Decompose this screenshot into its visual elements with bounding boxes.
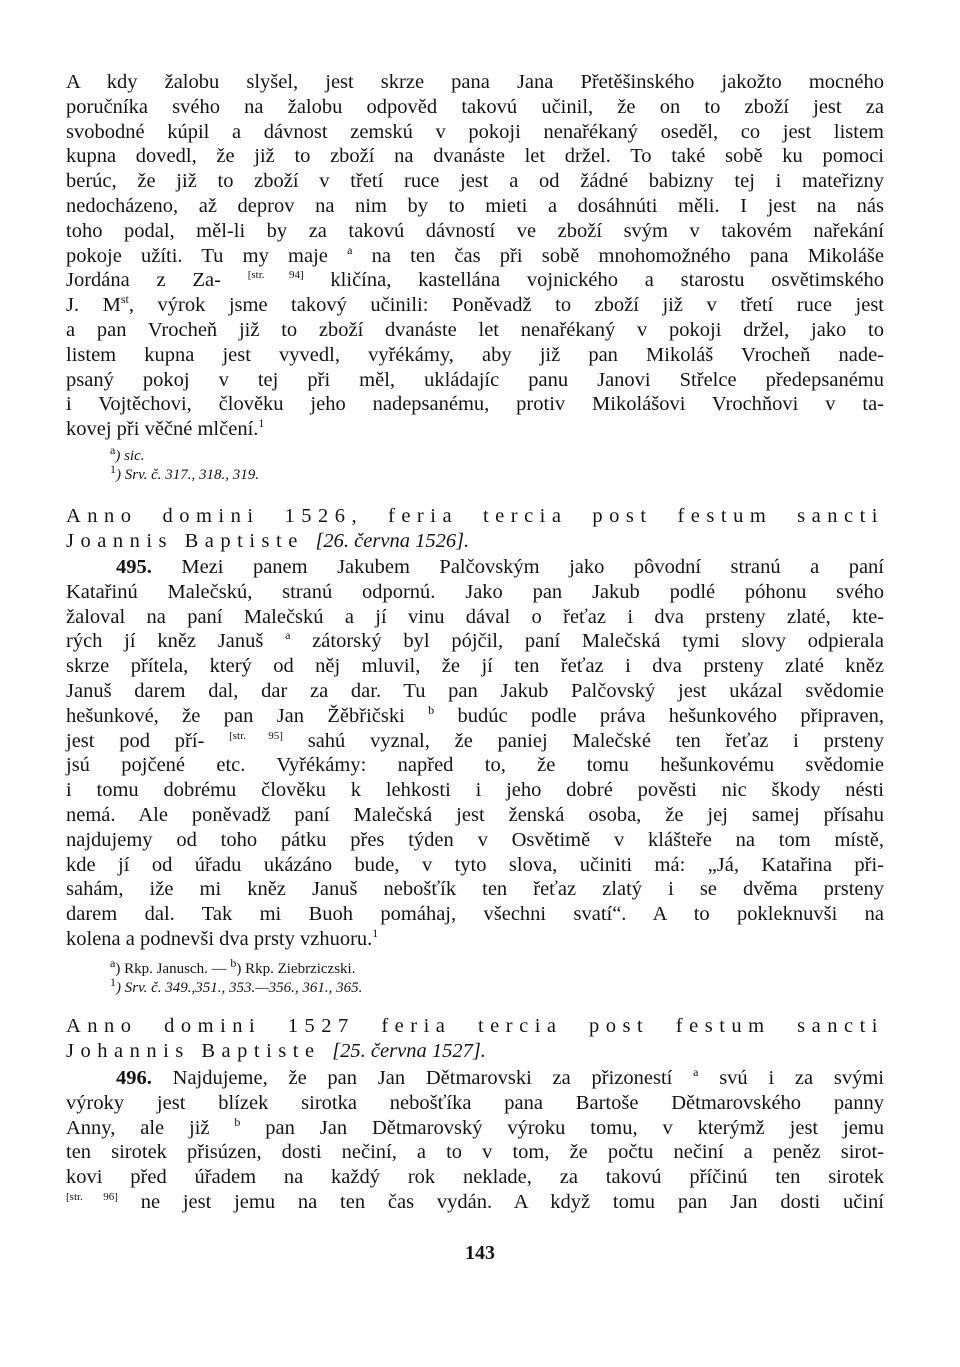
text-line: darem dal. Tak mi Buoh pomáhaj, všechni svatí“. A to pokleknuvši na: [66, 903, 884, 926]
heading-line: Anno domini 1526, feria tercia post festum sancti: [66, 505, 884, 527]
text-line: kde jí od úřadu ukázáno bude, v tyto slova, učiniti má: „Já, Katařina při-: [66, 853, 884, 876]
heading-line: [66, 1039, 884, 1064]
footnote-text: ) Srv. č. 349.,351., 353.—356., 361., 365.: [116, 980, 363, 996]
text-segment: Najdujeme, že pan Jan Dětmarovski za přizonestí: [151, 1067, 673, 1089]
text-line: ten sirotek přisúzen, dosti nečiní, a to v tom, že počtu nečiní a peněz sirot-: [66, 1141, 884, 1164]
footnote: [66, 975, 884, 998]
text-line: A kdy žalobu slyšel, jest skrze pana Jana Přetěšinského jakožto mocného: [66, 71, 884, 93]
text-line: skrze přítela, který od něj mluvil, že jí ten řeťaz i dva prsteny zlaté kněz: [66, 655, 884, 678]
entry-495: [66, 555, 884, 952]
text-segment: zátorský byl pójčil, paní Malečská tymi slovy odpierala: [290, 630, 885, 653]
text-line: svobodné kúpil a dávnost zemskú v pokoji nenařékaný oseděl, co jest listem: [66, 120, 884, 143]
heading-text: Johannis Baptiste: [66, 1039, 333, 1062]
footnotes: [66, 956, 884, 998]
text-segment: svú i za svými: [698, 1067, 884, 1089]
text-line: psaný pokoj v tej při měl, ukládajíc panu Janovi Střelce předepsanému: [66, 368, 884, 391]
text-segment: pan Jan Dětmarovský výroku tomu, v kterýmž jest jemu: [240, 1116, 884, 1139]
text-segment: sahú vyznal, že paniej Malečské ten řeťaz i prsteny: [282, 729, 884, 752]
text-line: [66, 1190, 884, 1215]
footnote-marker: 1: [372, 926, 379, 941]
text-segment: Jordána z Za-: [66, 269, 221, 292]
text-line: nedocházeno, až deprov na nim by to mieti a dosáhnúti měli. I jest na nás: [66, 194, 884, 217]
text-line: nemá. Ale poněvadž paní Malečská jest ženská osoba, že jej samej přísahu: [66, 803, 884, 826]
text-segment: pokoje užíti. Tu my maje: [66, 244, 328, 267]
footnote: [66, 956, 884, 979]
page-reference: [str. 94]: [247, 269, 304, 282]
text-segment: , výrok jsme takový učinili: Poněvadž to zboží již v třetí ruce jest: [128, 294, 884, 317]
text-line: [66, 729, 884, 754]
footnote-marker: 1: [110, 975, 116, 989]
footnote-marker: a: [110, 956, 116, 970]
text-line: [66, 244, 884, 269]
text-line: listem kupna jest vyvedl, vyřékámy, aby již pan Mikoláš Vrocheň nade-: [66, 343, 884, 366]
page-reference: [str. 96]: [66, 1191, 118, 1204]
text-segment: jest pod pří-: [66, 729, 205, 752]
footnote-marker: a: [285, 628, 291, 643]
footnote-text: ) Srv. č. 317., 318., 319.: [116, 467, 260, 483]
text-line: najdujemy od toho pátku přes týden v Osvětimě v klášteře na tom místě,: [66, 828, 884, 851]
text-line: [66, 629, 884, 654]
text-line: toho podal, měl-li by za takovú dávností ve zboží svým v takovém nařekání: [66, 219, 884, 242]
text-line: [66, 704, 884, 729]
footnote-text: ) Rkp. Janusch. —: [115, 961, 231, 977]
footnotes: [66, 443, 884, 485]
section-continuation: [66, 70, 884, 442]
footnote-marker: b: [230, 956, 237, 970]
text-segment: Anny, ale již: [66, 1116, 210, 1139]
footnote-text: ) Rkp. Ziebrziczski.: [236, 961, 356, 977]
text-line: [66, 1066, 884, 1091]
date-heading: [66, 504, 884, 554]
text-line: berúc, že již to zboží v třetí ruce jest a od žádné babizny tej i mateřizny: [66, 170, 884, 193]
text-segment: kličína, kastellána vojnického a starostu osvětimského: [303, 269, 884, 292]
text-line: i Vojtěchovi, člověku jeho nadepsanému, protiv Mikolášovi Vrochňovi v ta-: [66, 393, 884, 416]
text-line: žaloval na paní Malečskú a jí vinu dával o řeťaz i dva prsteny zlaté, kte-: [66, 605, 884, 628]
text-line: i tomu dobrému člověku k lehkosti i jeho dobré pověsti nic škody nésti: [66, 779, 884, 802]
footnote-marker: a: [693, 1065, 699, 1080]
text-line: [66, 417, 884, 442]
page-reference: [str. 95]: [229, 729, 283, 742]
text-line: kovi před úřadem na každý rok neklade, za takovú příčinú ten sirotek: [66, 1166, 884, 1189]
text-line: Katařinú Malečskú, stranú odpornú. Jako pan Jakub podlé póhonu svého: [66, 580, 884, 603]
heading-text: Joannis Baptiste: [66, 529, 316, 552]
text-segment: J. M: [66, 294, 121, 317]
text-segment: hešunkové, že pan Jan Žěbřičski: [66, 704, 405, 727]
page-number: 143: [465, 1242, 495, 1264]
text-segment: budúc podle práva hešunkového připraven,: [434, 704, 885, 727]
text-line: [66, 293, 884, 318]
footnote: [66, 443, 884, 466]
text-line: [66, 555, 884, 580]
text-line: sahám, iže mi kněz Januš nebošťík ten řeťaz zlatý i se dvěma prsteny: [66, 878, 884, 901]
entry-number: 495.: [116, 556, 152, 578]
footnote-marker: a: [347, 242, 353, 257]
text-segment: Mezi panem Jakubem Palčovským jako pôvodní stranú a paní: [151, 556, 884, 578]
superscript: st: [120, 292, 129, 307]
text-segment: rých jí kněz Januš: [66, 630, 264, 653]
text-segment: ne jest jemu na ten čas vydán. A když tomu pan Jan dosti učiní: [117, 1190, 884, 1213]
text-line: kupna dovedl, že již to zboží na dvanáste let držel. To také sobě ku pomoci: [66, 145, 884, 168]
footnote-marker: 1: [110, 462, 116, 476]
footnote-text: ) sic.: [115, 448, 145, 464]
heading-line: [66, 529, 884, 554]
footnote-marker: a: [110, 443, 116, 457]
date-heading: [66, 1014, 884, 1064]
text-line: výroky jest blízek sirotka nebošťíka pana Bartoše Dětmarovského panny: [66, 1091, 884, 1114]
text-line: poručníka svého na žalobu odpověd takovú učinil, že on to zboží jest za: [66, 95, 884, 118]
text-segment: kovej při věčné mlčení.: [66, 418, 259, 441]
heading-date: [25. června 1527].: [332, 1039, 486, 1062]
heading-line: Anno domini 1527 feria tercia post festum sancti: [66, 1015, 884, 1037]
entry-number: 496.: [116, 1067, 152, 1089]
text-segment: na ten čas při sobě mnohomožného pana Mikoláše: [352, 244, 885, 267]
footnote: [66, 462, 884, 485]
text-line: a pan Vrocheň již to zboží dvanáste let nenařékaný v pokoji držel, jako to: [66, 318, 884, 341]
text-line: [66, 1116, 884, 1141]
text-line: jsú pojčené etc. Vyřékámy: napřed to, že tomu hešunkovému svědomie: [66, 754, 884, 777]
heading-date: [26. června 1526].: [315, 529, 470, 552]
footnote-marker: 1: [258, 416, 265, 431]
text-line: [66, 268, 884, 293]
footnote-marker: b: [234, 1114, 241, 1129]
footnote-marker: b: [428, 702, 435, 717]
text-line: [66, 927, 884, 952]
entry-496: [66, 1066, 884, 1215]
text-segment: kolena a podnevši dva prsty vzhuoru.: [66, 927, 373, 950]
text-line: Januš darem dal, dar za dar. Tu pan Jakub Palčovský jest ukázal svědomie: [66, 679, 884, 702]
